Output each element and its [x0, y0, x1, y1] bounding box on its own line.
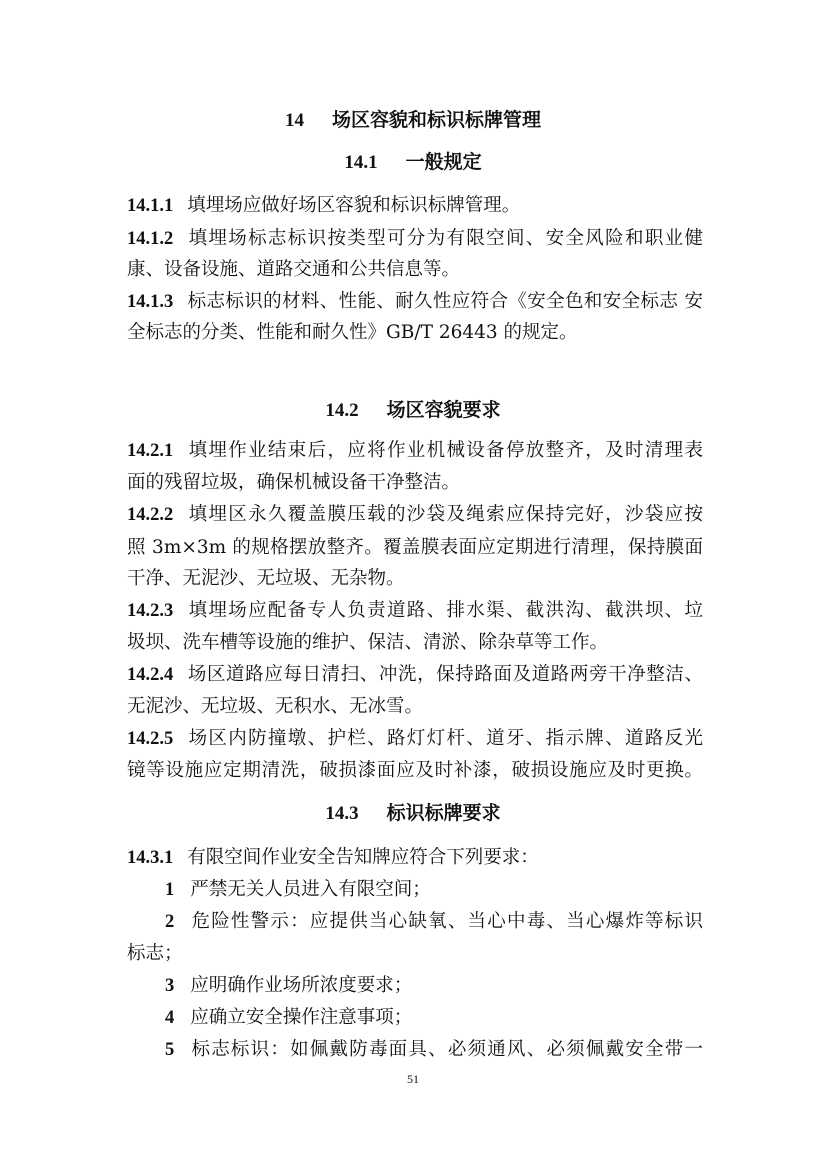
clause-number: 14.2.4: [127, 665, 174, 685]
clause-14-2-4: [127, 662, 703, 688]
list-item: [165, 1037, 703, 1063]
chapter-number: 14: [284, 110, 304, 131]
section-title: 场区容貌要求: [386, 399, 501, 421]
clause-text: 填埋区永久覆盖膜压载的沙袋及绳索应保持完好，沙袋应按: [187, 504, 703, 525]
list-item: [165, 973, 703, 999]
clause-text: 标志标识的材料、性能、耐久性应符合《安全色和安全标志 安: [187, 291, 703, 312]
clause-14-2-2-cont2: 干净、无泥沙、无垃圾、无杂物。: [127, 568, 405, 589]
item-text: 应明确作业场所浓度要求；: [190, 975, 413, 996]
list-item: [165, 877, 703, 903]
clause-text: 填埋场应配备专人负责道路、排水渠、截洪沟、截洪坝、垃: [187, 600, 703, 621]
item-text: 应确立安全操作注意事项；: [190, 1007, 413, 1028]
clause-14-3-1: [127, 845, 703, 871]
section-heading: [0, 396, 826, 425]
clause-number: 14.1.2: [127, 229, 174, 249]
clause-text: 填埋场应做好场区容貌和标识标牌管理。: [187, 195, 521, 216]
section-title: 标识标牌要求: [386, 802, 501, 824]
clause-14-1-2: [127, 226, 703, 252]
section-number: 14.3: [325, 803, 359, 824]
clause-number: 14.2.3: [127, 601, 174, 621]
clause-14-1-1: [127, 193, 703, 219]
item-number: 3: [165, 976, 175, 996]
clause-14-2-5-cont: 镜等设施应定期清洗，破损漆面应及时补漆，破损设施应及时更换。: [127, 760, 703, 781]
item-text: 标志标识：如佩戴防毒面具、必须通风、必须佩戴安全带一: [190, 1039, 703, 1060]
clause-14-1-2-cont: 康、设备设施、道路交通和公共信息等。: [127, 259, 461, 280]
clause-14-2-1-cont: 面的残留垃圾，确保机械设备干净整洁。: [127, 472, 461, 493]
clause-text: 场区内防撞墩、护栏、路灯灯杆、道牙、指示牌、道路反光: [187, 728, 703, 749]
clause-number: 14.1.3: [127, 292, 174, 312]
item-number: 5: [165, 1040, 175, 1060]
section-number: 14.2: [325, 400, 359, 421]
page-number: 51: [407, 1072, 419, 1086]
section-heading: [0, 148, 826, 177]
item-number: 2: [165, 912, 175, 932]
item-text: 严禁无关人员进入有限空间；: [190, 879, 431, 900]
clause-14-2-4-cont: 无泥沙、无垃圾、无积水、无冰雪。: [127, 696, 424, 717]
section-title: 一般规定: [405, 151, 482, 173]
clause-text: 有限空间作业安全告知牌应符合下列要求：: [187, 847, 539, 868]
clause-14-2-1: [127, 438, 703, 464]
clause-number: 14.2.5: [127, 729, 174, 749]
clause-14-2-2: [127, 502, 703, 528]
item-number: 1: [165, 880, 175, 900]
section-number: 14.1: [344, 152, 378, 173]
clause-14-2-3: [127, 598, 703, 624]
list-item: [165, 909, 703, 935]
clause-number: 14.1.1: [127, 196, 174, 216]
clause-number: 14.2.2: [127, 505, 174, 525]
clause-14-1-3: [127, 289, 703, 315]
clause-14-2-2-cont: 照 3m×3m 的规格摆放整齐。覆盖膜表面应定期进行清理，保持膜面: [127, 537, 703, 558]
list-item-cont: 标志；: [127, 943, 183, 964]
clause-14-1-3-cont: 全标志的分类、性能和耐久性》GB/T 26443 的规定。: [127, 322, 578, 343]
chapter-title: 场区容貌和标识标牌管理: [331, 109, 541, 131]
clause-text: 填埋场标志标识按类型可分为有限空间、安全风险和职业健: [187, 228, 703, 249]
item-number: 4: [165, 1008, 175, 1028]
clause-number: 14.3.1: [127, 848, 174, 868]
list-item: [165, 1005, 703, 1031]
clause-14-2-3-cont: 圾坝、洗车槽等设施的维护、保洁、清淤、除杂草等工作。: [127, 632, 609, 653]
clause-text: 场区道路应每日清扫、冲洗，保持路面及道路两旁干净整洁、: [187, 664, 703, 685]
item-text: 危险性警示：应提供当心缺氧、当心中毒、当心爆炸等标识: [190, 911, 703, 932]
section-heading: [0, 799, 826, 828]
clause-number: 14.2.1: [127, 441, 174, 461]
chapter-heading: [0, 106, 826, 135]
clause-14-2-5: [127, 726, 703, 752]
clause-text: 填埋作业结束后，应将作业机械设备停放整齐，及时清理表: [187, 440, 703, 461]
